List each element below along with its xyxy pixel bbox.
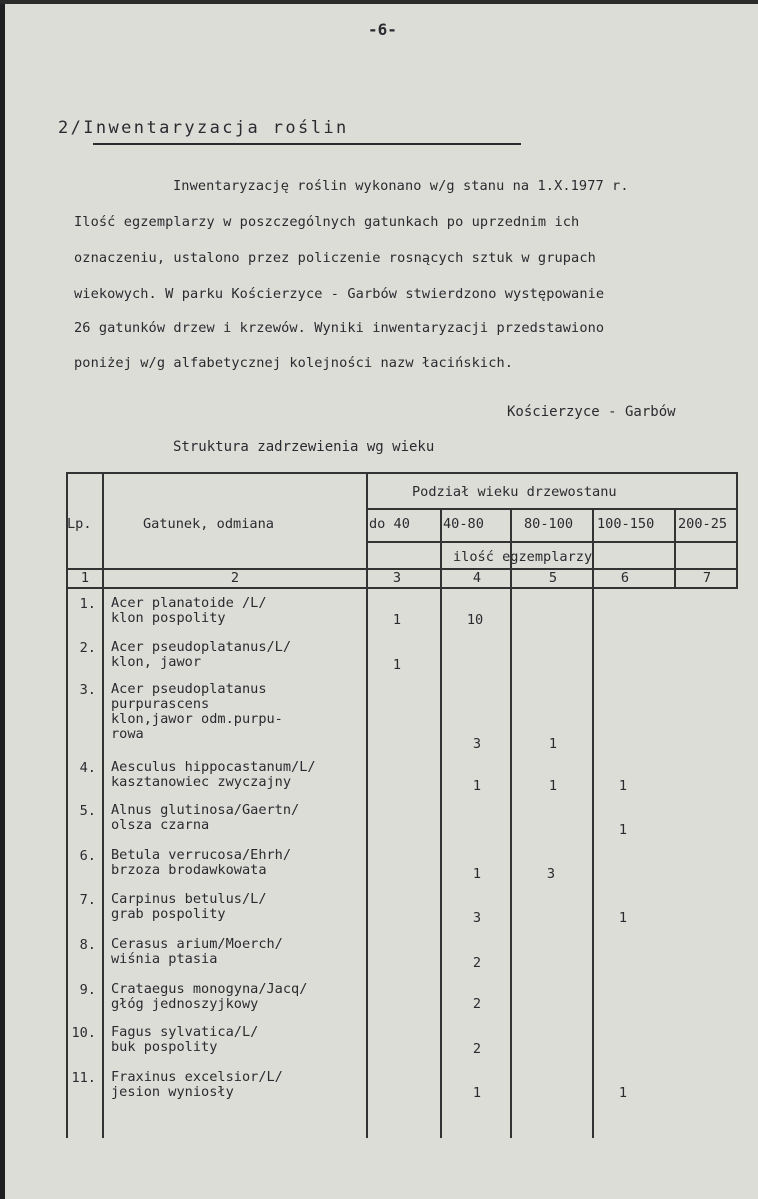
species-common: głóg jednoszyjkowy bbox=[111, 996, 259, 1012]
species-common: klon, jawor bbox=[111, 654, 202, 670]
row-number: 8. bbox=[79, 937, 96, 953]
column-number: 2 bbox=[230, 570, 240, 586]
species-common: olsza czarna bbox=[111, 817, 210, 833]
count-cell: 1 bbox=[392, 657, 402, 673]
species-latin: Cerasus arium/Moerch/ bbox=[111, 936, 283, 952]
table-range-divider bbox=[366, 541, 738, 543]
species-latin: Betula verrucosa/Ehrh/ bbox=[111, 847, 292, 863]
paragraph-line: wiekowych. W parku Kościerzyce - Garbów stwierdzono występowanie bbox=[74, 286, 605, 302]
count-cell: 2 bbox=[472, 1041, 482, 1057]
species-common: rowa bbox=[111, 726, 144, 742]
count-cell: 3 bbox=[472, 736, 482, 752]
table-right-border bbox=[736, 472, 738, 588]
place-name: Kościerzyce - Garbów bbox=[507, 404, 676, 420]
header-lp: Lp. bbox=[67, 516, 92, 532]
header-species: Gatunek, odmiana bbox=[143, 516, 274, 532]
table-col-divider bbox=[510, 508, 512, 1138]
count-cell: 1 bbox=[618, 1085, 628, 1101]
section-title: 2/Inwentaryzacja roślin bbox=[58, 118, 349, 138]
page-number: -6- bbox=[368, 20, 397, 39]
table-group-divider bbox=[366, 508, 738, 510]
species-latin: Acer pseudoplatanus/L/ bbox=[111, 639, 292, 655]
count-cell: 1 bbox=[472, 1085, 482, 1101]
column-number: 6 bbox=[620, 570, 630, 586]
table-caption: Struktura zadrzewienia wg wieku bbox=[173, 439, 435, 455]
species-common: grab pospolity bbox=[111, 906, 226, 922]
row-number: 9. bbox=[79, 982, 96, 998]
header-age-group: Podział wieku drzewostanu bbox=[412, 484, 617, 500]
species-latin: purpurascens bbox=[111, 696, 210, 712]
row-number: 7. bbox=[79, 892, 96, 908]
column-number: 3 bbox=[392, 570, 402, 586]
paragraph-line: 26 gatunków drzew i krzewów. Wyniki inwentaryzacji przedstawiono bbox=[74, 320, 605, 336]
table-col-divider bbox=[674, 508, 676, 588]
species-latin: Carpinus betulus/L/ bbox=[111, 891, 267, 907]
column-number: 7 bbox=[702, 570, 712, 586]
row-number: 10. bbox=[71, 1025, 96, 1041]
species-latin: Fraxinus excelsior/L/ bbox=[111, 1069, 283, 1085]
species-latin: Acer planatoide /L/ bbox=[111, 595, 267, 611]
count-cell: 3 bbox=[472, 910, 482, 926]
paragraph-line: poniżej w/g alfabetycznej kolejności nazw łacińskich. bbox=[74, 355, 514, 371]
species-latin: Acer pseudoplatanus bbox=[111, 681, 267, 697]
header-age-range: do 40 bbox=[369, 516, 410, 532]
species-common: buk pospolity bbox=[111, 1039, 218, 1055]
count-cell: 1 bbox=[472, 778, 482, 794]
header-age-range: 200-25 bbox=[678, 516, 728, 532]
row-number: 6. bbox=[79, 848, 96, 864]
count-cell: 1 bbox=[392, 612, 402, 628]
column-number: 1 bbox=[80, 570, 90, 586]
species-common: wiśnia ptasia bbox=[111, 951, 218, 967]
species-latin: Fagus sylvatica/L/ bbox=[111, 1024, 259, 1040]
count-cell: 1 bbox=[618, 910, 628, 926]
row-number: 3. bbox=[79, 682, 96, 698]
species-latin: Aesculus hippocastanum/L/ bbox=[111, 759, 316, 775]
count-cell: 2 bbox=[472, 996, 482, 1012]
count-cell: 2 bbox=[472, 955, 482, 971]
row-number: 4. bbox=[79, 760, 96, 776]
column-number: 4 bbox=[472, 570, 482, 586]
species-common: klon pospolity bbox=[111, 610, 226, 626]
count-cell: 10 bbox=[466, 612, 484, 628]
species-common: klon,jawor odm.purpu- bbox=[111, 711, 283, 727]
count-cell: 1 bbox=[618, 822, 628, 838]
count-cell: 1 bbox=[548, 778, 558, 794]
header-age-range: 80-100 bbox=[524, 516, 574, 532]
paragraph-line: Ilość egzemplarzy w poszczególnych gatunkach po uprzednim ich bbox=[74, 214, 580, 230]
table-species-divider bbox=[366, 472, 368, 1138]
column-number: 5 bbox=[548, 570, 558, 586]
table-lp-divider bbox=[102, 472, 104, 1138]
paragraph-line: Inwentaryzację roślin wykonano w/g stanu na 1.X.1977 r. bbox=[173, 178, 629, 194]
header-age-range: 40-80 bbox=[443, 516, 484, 532]
paragraph-line: oznaczeniu, ustalono przez policzenie rosnących sztuk w grupach bbox=[74, 250, 596, 266]
species-latin: Crataegus monogyna/Jacq/ bbox=[111, 981, 308, 997]
count-cell: 1 bbox=[548, 736, 558, 752]
row-number: 5. bbox=[79, 803, 96, 819]
count-cell: 1 bbox=[618, 778, 628, 794]
species-common: jesion wyniosły bbox=[111, 1084, 234, 1100]
species-latin: Alnus glutinosa/Gaertn/ bbox=[111, 802, 300, 818]
row-number: 1. bbox=[79, 596, 96, 612]
count-cell: 1 bbox=[472, 866, 482, 882]
header-specimen-count: ilość egzemplarzy bbox=[453, 549, 593, 565]
header-age-range: 100-150 bbox=[597, 516, 655, 532]
row-number: 11. bbox=[71, 1070, 96, 1086]
row-number: 2. bbox=[79, 640, 96, 656]
table-top-border bbox=[66, 472, 738, 474]
species-common: kasztanowiec zwyczajny bbox=[111, 774, 292, 790]
count-cell: 3 bbox=[546, 866, 556, 882]
species-common: brzoza brodawkowata bbox=[111, 862, 267, 878]
table-col-divider bbox=[592, 508, 594, 1138]
table-colnum-divider bbox=[66, 587, 738, 589]
table-col-divider bbox=[440, 508, 442, 1138]
